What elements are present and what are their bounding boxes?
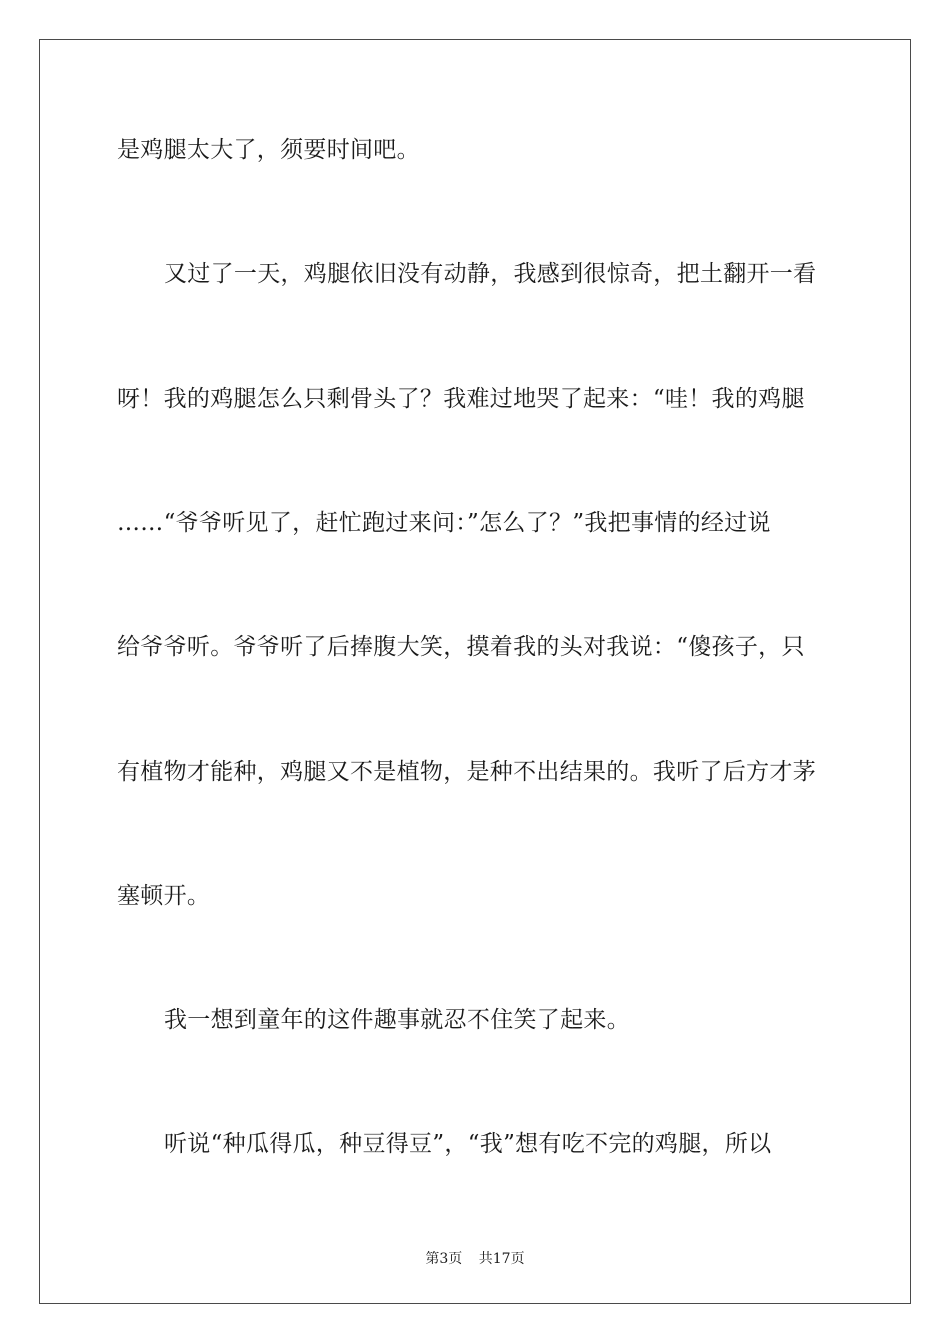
text-line-3: 呀！我的鸡腿怎么只剩骨头了？我难过地哭了起来：“哇！我的鸡腿: [117, 386, 805, 412]
page-footer: [0, 1248, 950, 1268]
page-total: 共17页: [478, 1251, 525, 1267]
text-line-9: 听说“种瓜得瓜，种豆得豆”，“我”想有吃不完的鸡腿，所以: [164, 1131, 772, 1157]
text-line-4: ……“爷爷听见了，赶忙跑过来问：”怎么了？”我把事情的经过说: [117, 510, 771, 536]
page-frame: [39, 39, 911, 1304]
text-line-6: 有植物才能种，鸡腿又不是植物，是种不出结果的。我听了后方才茅: [117, 759, 816, 785]
text-line-8: 我一想到童年的这件趣事就忍不住笑了起来。: [164, 1007, 630, 1033]
text-line-7: 塞顿开。: [117, 883, 211, 909]
page-number: 第3页: [425, 1251, 463, 1267]
text-line-1: 是鸡腿太大了，须要时间吧。: [117, 137, 420, 163]
text-line-2: 又过了一天，鸡腿依旧没有动静，我感到很惊奇，把土翻开一看: [164, 261, 817, 287]
text-line-5: 给爷爷听。爷爷听了后捧腹大笑，摸着我的头对我说：“傻孩子，只: [117, 634, 805, 660]
